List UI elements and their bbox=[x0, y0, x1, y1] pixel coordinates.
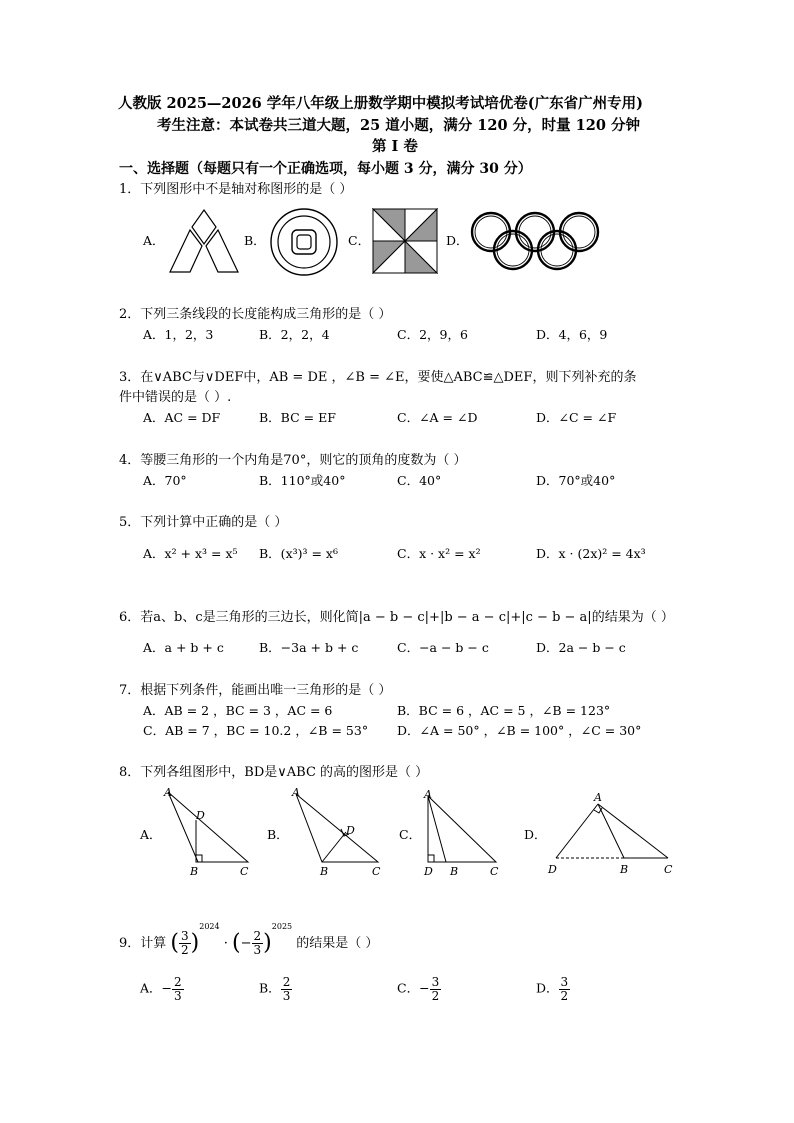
q5-option-a[interactable]: A．x² + x³ = x⁵ bbox=[143, 546, 238, 561]
q9-option-d-fraction: $\frac{3}{2}$ bbox=[560, 975, 569, 1003]
q8b-label-a: A bbox=[292, 786, 300, 799]
q1-figure-b-coin bbox=[268, 206, 340, 278]
q9-option-d[interactable]: D． $\frac{3}{2}$ bbox=[536, 975, 569, 1003]
q8-option-a[interactable]: A． bbox=[140, 827, 162, 842]
q7-option-c[interactable]: C．AB = 7 ，BC = 10.2 ，∠B = 53° bbox=[143, 723, 369, 738]
q8a-label-b: B bbox=[190, 865, 199, 878]
q8-option-c[interactable]: C． bbox=[399, 827, 422, 842]
q8b-label-d: D bbox=[346, 824, 355, 837]
q9-sign-2: − bbox=[240, 936, 252, 951]
q2-option-a[interactable]: A．1，2，3 bbox=[143, 327, 214, 342]
q7-option-a[interactable]: A．AB = 2 ，BC = 3 ，AC = 6 bbox=[143, 703, 333, 718]
q9-dot: · bbox=[223, 936, 228, 951]
q8d-label-d: D bbox=[548, 863, 557, 876]
q5-option-d[interactable]: D．x · (2x)² = 4x³ bbox=[536, 546, 646, 561]
q6-option-c[interactable]: C．−a − b − c bbox=[397, 640, 489, 655]
q8a-label-c: C bbox=[240, 865, 249, 878]
q8-figure-d bbox=[542, 784, 678, 880]
q1-option-d[interactable]: D． bbox=[446, 233, 469, 248]
exam-title: 人教版 2025—2026 学年八年级上册数学期中模拟考试培优卷(广东省广州专用) bbox=[118, 95, 644, 112]
q2-option-b[interactable]: B．2，2，4 bbox=[259, 327, 330, 342]
q4-option-c[interactable]: C．40° bbox=[397, 473, 442, 488]
q8-option-b[interactable]: B． bbox=[267, 827, 289, 842]
q9-fraction-1: $\frac{3}{2}$ bbox=[181, 929, 189, 957]
q4-option-d[interactable]: D．70°或40° bbox=[536, 473, 616, 488]
q6-option-d[interactable]: D．2a − b − c bbox=[536, 640, 626, 655]
q5-stem: 5．下列计算中正确的是（ ） bbox=[119, 515, 288, 530]
q8a-label-d: D bbox=[196, 809, 205, 822]
q6-option-b[interactable]: B．−3a + b + c bbox=[259, 640, 359, 655]
q9-option-b[interactable]: B． $\frac{2}{3}$ bbox=[259, 975, 291, 1003]
q9-option-a[interactable]: A．− $\frac{2}{3}$ bbox=[140, 975, 182, 1003]
q1-figure-d-rings bbox=[468, 210, 604, 272]
exam-notice: 考生注意：本试卷共三道大题，25 道小题，满分 120 分，时量 120 分钟 bbox=[157, 117, 640, 134]
q8-figure-b bbox=[286, 784, 386, 880]
q9-stem-suffix: 的结果是（ ） bbox=[296, 936, 379, 951]
q2-stem: 2．下列三条线段的长度能构成三角形的是（ ） bbox=[119, 307, 392, 322]
q7-option-d[interactable]: D．∠A = 50° ，∠B = 100° ，∠C = 30° bbox=[397, 723, 642, 738]
q6-stem: 6．若a、b、c是三角形的三边长，则化简|a − b − c|+|b − a − c|+|c − b − a|的结果为（ ） bbox=[119, 610, 674, 625]
q5-option-c[interactable]: C．x · x² = x² bbox=[397, 546, 481, 561]
q9-fraction-2: $\frac{2}{3}$ bbox=[253, 929, 262, 957]
section-heading: 一、选择题（每题只有一个正确选项，每小题 3 分，满分 30 分） bbox=[119, 161, 532, 177]
q8-option-d[interactable]: D． bbox=[524, 827, 547, 842]
q2-option-d[interactable]: D．4，6，9 bbox=[536, 327, 608, 342]
q9-exponent-2: 2025 bbox=[271, 922, 293, 931]
q4-stem: 4．等腰三角形的一个内角是70°，则它的顶角的度数为（ ） bbox=[119, 453, 467, 468]
q7-option-b[interactable]: B．BC = 6 ，AC = 5 ，∠B = 123° bbox=[397, 703, 611, 718]
q8-figure-c bbox=[416, 784, 516, 880]
q9-option-c-fraction: $\frac{3}{2}$ bbox=[431, 975, 440, 1003]
q1-stem: 1．下列图形中不是轴对称图形的是（ ） bbox=[119, 182, 353, 197]
q8-stem: 8．下列各组图形中，BD是∨ABC 的高的图形是（ ） bbox=[119, 765, 429, 780]
q2-option-c[interactable]: C．2，9，6 bbox=[397, 327, 468, 342]
q4-option-b[interactable]: B．110°或40° bbox=[259, 473, 346, 488]
q5-option-b[interactable]: B．(x³)³ = x⁶ bbox=[259, 546, 338, 561]
q1-figure-c-pinwheel bbox=[372, 208, 438, 274]
q9-option-b-fraction: $\frac{2}{3}$ bbox=[282, 975, 291, 1003]
q3-stem-line2: 件中错误的是（ ）. bbox=[119, 390, 232, 405]
q3-option-a[interactable]: A．AC = DF bbox=[143, 410, 221, 425]
q1-option-a[interactable]: A． bbox=[143, 233, 165, 248]
q8c-label-b: B bbox=[450, 865, 459, 878]
q8d-label-b: B bbox=[620, 863, 629, 876]
q9-exponent-1: 2024 bbox=[199, 922, 220, 931]
q9-stem: 9．计算 ( $\frac{3}{2}$ )$^{2024}$ · (− $\frac{2}{3}$ )$^{2025}$ 的结果是（ ） bbox=[119, 922, 379, 957]
q8d-label-c: C bbox=[664, 863, 673, 876]
q8d-label-a: A bbox=[594, 791, 602, 804]
q9-option-a-fraction: $\frac{2}{3}$ bbox=[174, 975, 182, 1003]
q8a-label-a: A bbox=[164, 786, 172, 799]
q1-figure-a-diamonds bbox=[168, 208, 240, 274]
volume-label: 第 I 卷 bbox=[372, 138, 418, 155]
q7-stem: 7．根据下列条件，能画出唯一三角形的是（ ） bbox=[119, 683, 392, 698]
q3-stem-line1: 3．在∨ABC与∨DEF中，AB = DE ，∠B = ∠E，要使△ABC≌△DEF，则下列补充的条 bbox=[119, 370, 637, 385]
q4-option-a[interactable]: A．70° bbox=[143, 473, 187, 488]
q3-option-d[interactable]: D．∠C = ∠F bbox=[536, 410, 617, 425]
q8-figure-a bbox=[158, 784, 258, 880]
q8b-label-b: B bbox=[320, 865, 329, 878]
q8c-label-d: D bbox=[424, 865, 433, 878]
q1-option-b[interactable]: B． bbox=[244, 233, 266, 248]
q8c-label-c: C bbox=[490, 865, 499, 878]
q1-option-c[interactable]: C． bbox=[348, 233, 371, 248]
q9-option-c[interactable]: C．− $\frac{3}{2}$ bbox=[397, 975, 440, 1003]
q8c-label-a: A bbox=[424, 788, 432, 801]
q9-stem-prefix: 9．计算 bbox=[119, 936, 167, 951]
q3-option-c[interactable]: C．∠A = ∠D bbox=[397, 410, 478, 425]
q6-option-a[interactable]: A．a + b + c bbox=[143, 640, 224, 655]
q3-option-b[interactable]: B．BC = EF bbox=[259, 410, 336, 425]
q8b-label-c: C bbox=[372, 865, 381, 878]
